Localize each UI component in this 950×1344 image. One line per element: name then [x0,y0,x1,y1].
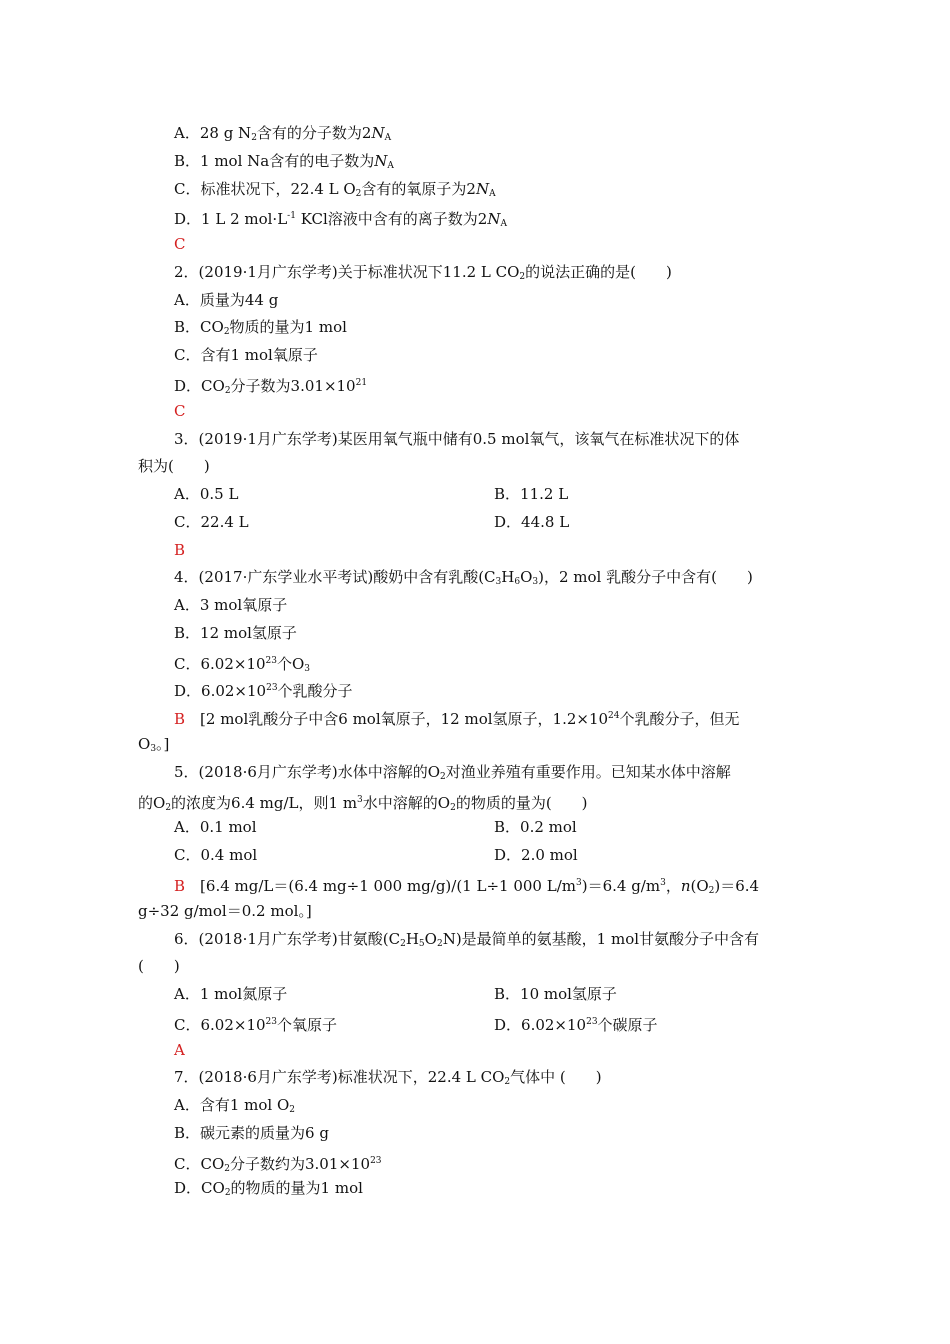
q5-option-c: C．0.4 mol [174,846,258,864]
q5-stem-line2: 的$O_2$的浓度为6.4 mg/L，则1 $m^3$水中溶解的$O_2$的物质的量为( ) [138,794,588,813]
q7-option-b: B．碳元素的质量为6 g [174,1124,329,1142]
q5-option-d: D．2.0 mol [494,846,578,864]
q6-option-b: B．10 mol氢原子 [494,985,617,1003]
q3-option-c: C．22.4 L [174,513,249,531]
q4-option-a: A．3 mol氧原子 [174,596,288,614]
q6-option-d: D．$6.02\times 10^{23}$个碳原子 [494,1016,658,1034]
q7-option-c: C．$CO_2$分子数约为$3.01\times 10^{23}$ [174,1155,382,1174]
q3-answer: B [174,541,186,559]
q6-option-a: A．1 mol氮原子 [174,985,288,1003]
q1-option-b: B．1 mol Na含有的电子数为$N_A$ [174,152,394,171]
q3-option-d: D．44.8 L [494,513,570,531]
q1-option-d: D．1 L 2 $mol\cdot L^{-1}$ KCl溶液中含有的离子数为$2N_A$ [174,210,507,229]
q7-option-d: D．$CO_2$的物质的量为1 mol [174,1179,363,1198]
q4-option-c: C．$6.02\times 10^{23}$个$O_3$ [174,655,311,674]
q4-option-d: D．$6.02\times 10^{23}$个乳酸分子 [174,682,353,700]
q6-stem-line1: 6．(2018·1月广东学考)甘氨酸$(C_2H_5O_2N)$是最简单的氨基酸，1 mol甘氨酸分子中含有 [174,930,760,949]
q3-option-a: A．0.5 L [174,485,239,503]
q4-explanation-line1: B [2 mol乳酸分子中含6 mol氧原子，12 mol氢原子，$1.2\times 10^{24}$个乳酸分子，但无 [174,710,740,728]
q7-stem: 7．(2018·6月广东学考)标准状况下，22.4 L $CO_2$气体中 ( ) [174,1068,602,1087]
q3-stem-line1: 3．(2019·1月广东学考)某医用氧气瓶中储有0.5 mol氧气，该氧气在标准状况下的体 [174,430,740,448]
q2-option-b: B．$CO_2$物质的量为1 mol [174,318,347,337]
q2-option-a: A．质量为44 g [174,291,279,309]
q5-stem-line1: 5．(2018·6月广东学考)水体中溶解的$O_2$对渔业养殖有重要作用。已知某水体中溶解 [174,763,731,782]
q4-answer: B [174,710,186,728]
q4-option-b: B．12 mol氢原子 [174,624,297,642]
q2-option-c: C．含有1 mol氧原子 [174,346,318,364]
q4-explanation-line2: $O_3$。] [138,735,170,754]
q1-option-c: C．标准状况下，22.4 L $O_2$含有的氧原子为$2N_A$ [174,180,496,199]
q5-option-a: A．0.1 mol [174,818,257,836]
q2-answer: C [174,402,186,420]
q5-explanation-line1: B [6.4 mg/L＝(6.4 mg÷1 000 mg/g)/(1 L÷1 000 $L/m^3)=6.4$ $g/m^3$，$n(O_2)=6.4$ [174,877,760,896]
q5-option-b: B．0.2 mol [494,818,577,836]
q1-option-a: A．28 g $N_2$含有的分子数为$2N_A$ [174,124,392,143]
q6-answer: A [174,1041,185,1059]
q2-stem: 2．(2019·1月广东学考)关于标准状况下11.2 L $CO_2$的说法正确的是( ) [174,263,672,282]
q2-option-d: D．$CO_2$分子数为$3.01\times 10^{21}$ [174,377,368,396]
q5-answer: B [174,877,186,895]
q4-stem: 4．(2017·广东学业水平考试)酸奶中含有乳酸$(C_3H_6O_3)$，2 mol 乳酸分子中含有( ) [174,568,753,587]
q1-answer: C [174,235,186,253]
q6-stem-line2: ( ) [138,957,180,975]
q5-explanation-line2: g÷32 g/mol＝0.2 mol。] [138,902,312,920]
q7-option-a: A．含有1 mol $O_2$ [174,1096,295,1115]
q3-option-b: B．11.2 L [494,485,569,503]
q6-option-c: C．$6.02\times 10^{23}$个氧原子 [174,1016,337,1034]
q3-stem-line2: 积为( ) [138,457,210,475]
